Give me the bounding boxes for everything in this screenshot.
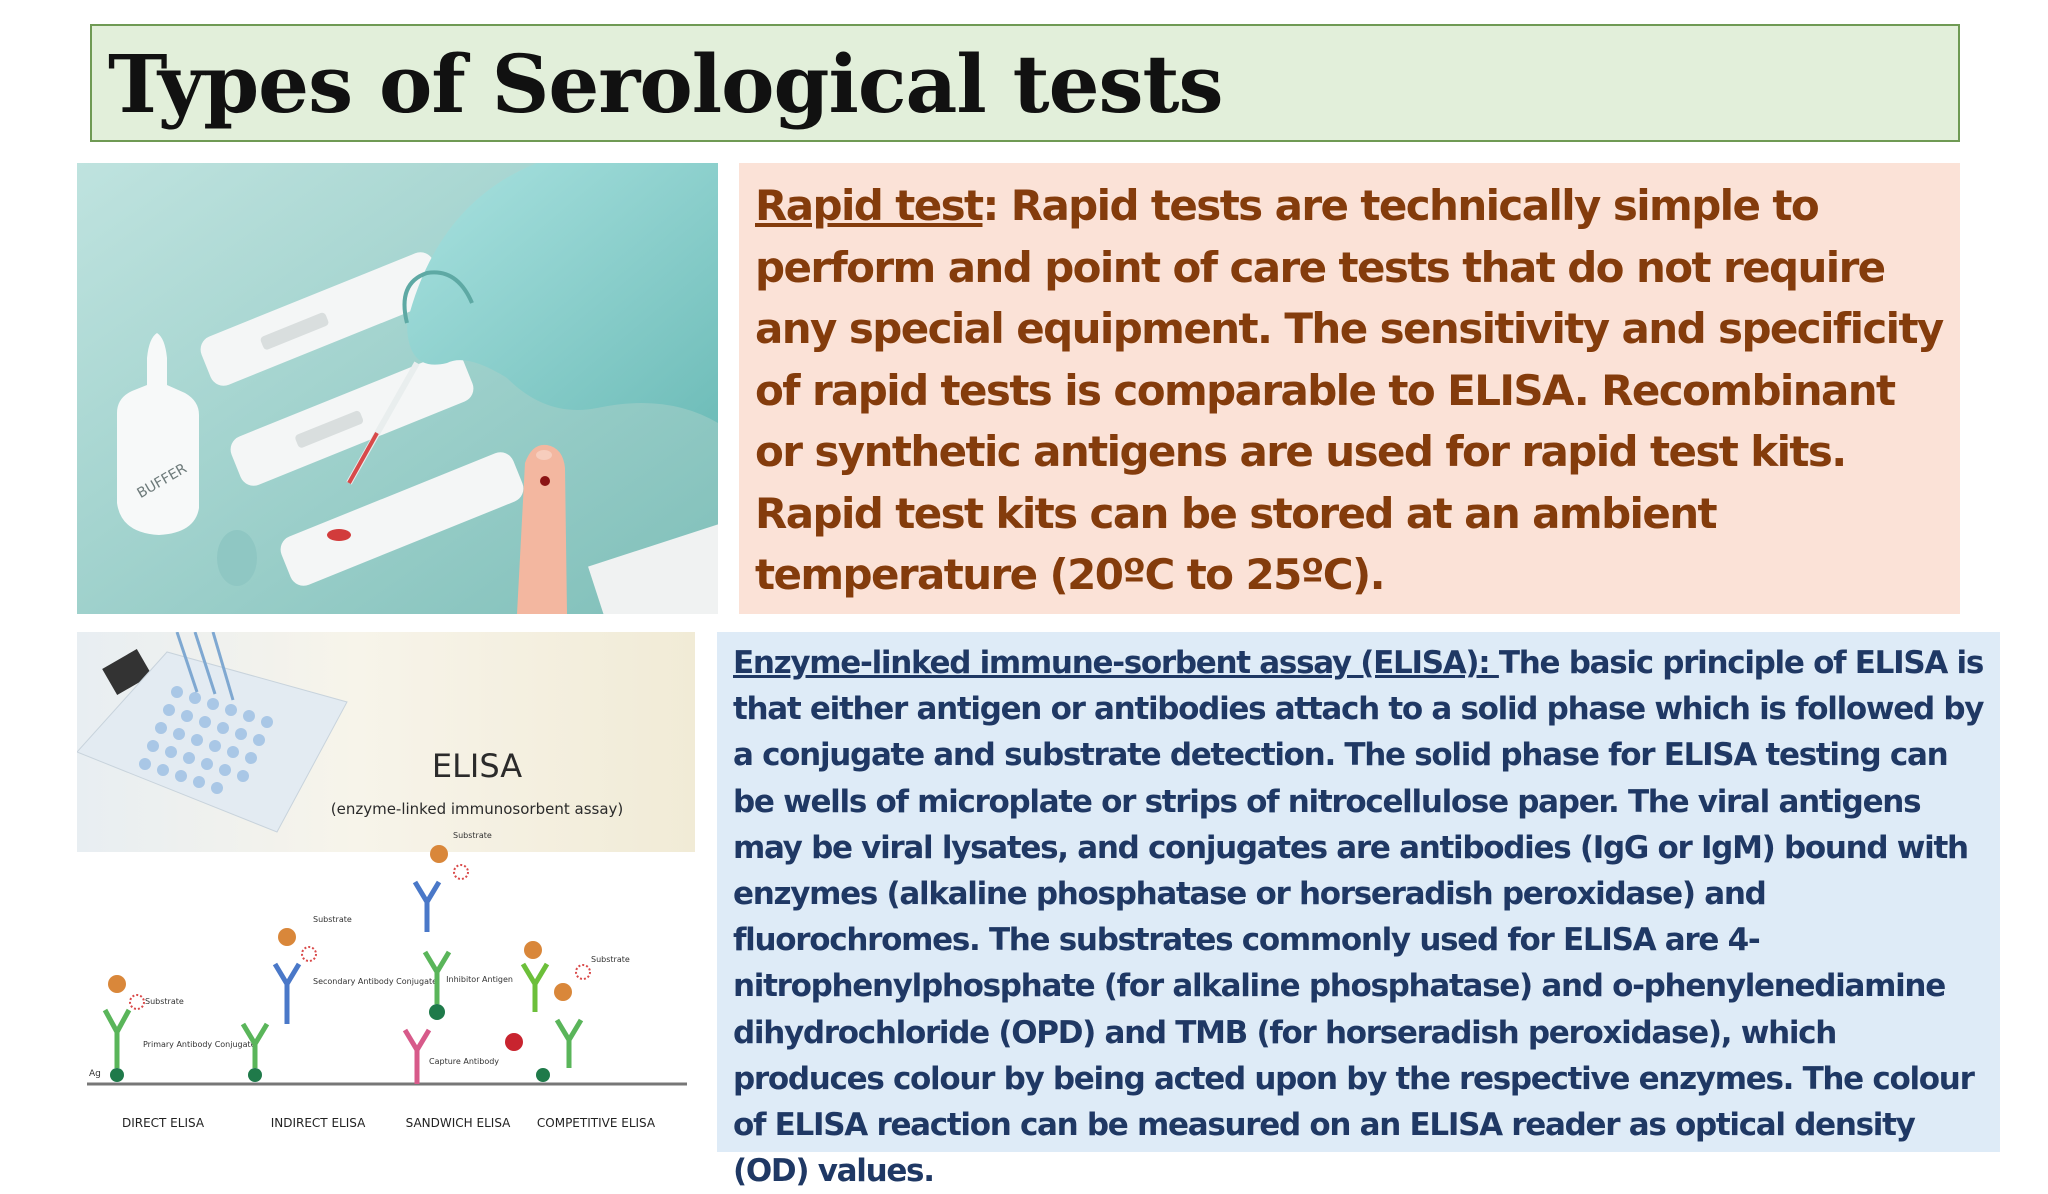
- sandwich-elisa-diagram: [405, 831, 499, 1084]
- secondary-antibody-label: Secondary Antibody Conjugate: [313, 977, 438, 986]
- rapid-test-photo: [77, 163, 718, 614]
- bottle-cap: [217, 530, 257, 586]
- competitive-substrate-label: Substrate: [591, 955, 630, 964]
- elisa-diagram: [77, 632, 695, 1152]
- elisa-illustration: [77, 632, 695, 1152]
- primary-antibody-label: Primary Antibody Conjugate: [143, 1040, 256, 1049]
- type-label-indirect: INDIRECT ELISA: [270, 1116, 366, 1130]
- indirect-substrate-label: Substrate: [313, 915, 352, 924]
- page-title: Types of Serological tests: [108, 37, 1223, 131]
- rapid-test-illustration: [77, 163, 718, 614]
- type-label-sandwich: SANDWICH ELISA: [405, 1116, 511, 1130]
- title-banner: [90, 24, 1960, 142]
- elisa-heading: Enzyme-linked immune-sorbent assay (ELISA):: [733, 645, 1499, 681]
- rapid-test-paragraph: [755, 175, 1950, 606]
- rapid-test-panel: [739, 163, 1960, 614]
- rapid-test-heading: Rapid test: [755, 181, 983, 230]
- indirect-elisa-diagram: [243, 915, 437, 1082]
- elisa-panel: [717, 632, 2000, 1190]
- direct-elisa-diagram: [105, 975, 256, 1082]
- elisa-body: The basic principle of ELISA is that either antigen or antibodies attach to a solid phase which is followed by a conjugate and substrate detection. The solid phase for ELISA testing can be wells of microplate or strips of nitrocellulose paper. The viral antigens may be viral lysates, and conjugates are antibodies (IgG or IgM) bound with enzymes (alkaline phosphatase or horseradish peroxidase) and fluorochromes. The substrates commonly used for ELISA are 4-nitrophenylphosphate (for alkaline phosphatase) and o-phenylenediamine dihydrochloride (OPD) and TMB (for horseradish peroxidase), which produces colour by being acted upon by the respective enzymes. The colour of ELISA reaction can be measured on an ELISA reader as optical density (OD) values.: [733, 645, 1984, 1190]
- type-label-direct: DIRECT ELISA: [121, 1116, 205, 1130]
- inhibitor-antigen-label: Inhibitor Antigen: [446, 975, 513, 984]
- antigen-label: Ag: [89, 1069, 101, 1079]
- capture-antibody-label: Capture Antibody: [429, 1057, 500, 1066]
- elisa-diagram-subtitle: (enzyme-linked immunosorbent assay): [330, 800, 624, 818]
- buffer-label: BUFFER: [134, 460, 190, 502]
- type-label-competitive: COMPETITIVE ELISA: [536, 1116, 656, 1130]
- elisa-paragraph: [733, 640, 1995, 1194]
- sandwich-substrate-label: Substrate: [453, 831, 492, 840]
- elisa-diagram-title: ELISA: [431, 747, 523, 785]
- rapid-test-body: : Rapid tests are technically simple to perform and point of care tests that do not require any special equipment. The sensitivity and specificity of rapid tests is comparable to ELISA. Recombinant or synthetic antigens are used for rapid test kits. Rapid test kits can be stored at an ambient temperature (20ºC to 25ºC).: [755, 181, 1943, 599]
- direct-substrate-label: Substrate: [145, 997, 184, 1006]
